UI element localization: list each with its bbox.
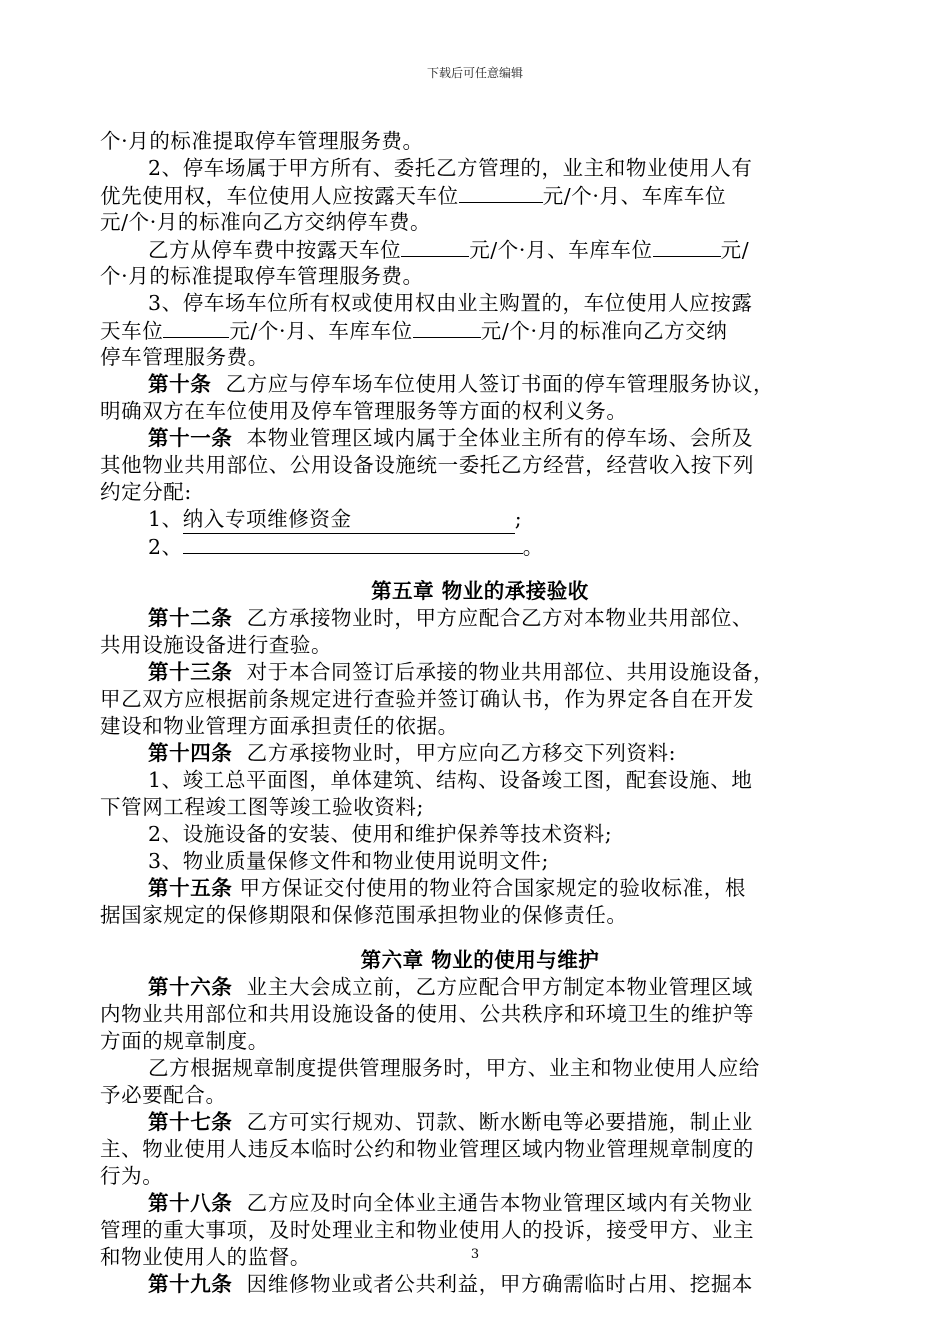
article-line: [100, 1271, 860, 1298]
paragraph-line: 乙方根据规章制度提供管理服务时，甲方、业主和物业使用人应给: [148, 1056, 760, 1080]
page-number: 3: [470, 1247, 480, 1262]
text-segment: 乙方承接物业时，甲方应配合乙方对本物业共用部位、: [232, 606, 754, 630]
list-item: 2、设施设备的安装、使用和维护保养等技术资料;: [148, 822, 613, 846]
fill-in-blank: [163, 317, 229, 338]
text-segment: 优先使用权，车位使用人应按露天车位: [100, 184, 459, 208]
fill-in-blank: [413, 317, 481, 338]
page-header: 下载后可任意编辑: [426, 66, 523, 80]
text-segment: 元/个·月、车库车位: [542, 184, 727, 208]
paragraph-line: 甲乙双方应根据前条规定进行查验并签订确认书，作为界定各自在开发: [100, 687, 755, 711]
article-line: [100, 371, 860, 398]
text-segment: 乙方应与停车场车位使用人签订书面的停车管理服务协议，: [211, 372, 775, 396]
paragraph-line: 管理的重大事项，及时处理业主和物业使用人的投诉，接受甲方、业主: [100, 1218, 755, 1242]
fill-in-blank: [183, 533, 523, 554]
paragraph-line: [100, 317, 860, 344]
text-segment: 对于本合同签订后承接的物业共用部位、共用设施设备，: [232, 660, 775, 684]
page-body: [100, 128, 860, 1298]
paragraph-line: 个·月的标准提取停车管理服务费。: [100, 129, 424, 153]
text-segment: 乙方可实行规劝、罚款、断水断电等必要措施，制止业: [232, 1110, 754, 1134]
text-segment: 乙方应及时向全体业主通告本物业管理区域内有关物业: [232, 1191, 754, 1215]
text-segment: ;: [514, 507, 523, 531]
text-segment: 业主大会成立前，乙方应配合甲方制定本物业管理区域: [232, 975, 754, 999]
list-item: [100, 533, 860, 560]
text-segment: 天车位: [100, 319, 164, 343]
article-number: 第十三条: [148, 660, 233, 684]
paragraph-line: 予必要配合。: [100, 1083, 227, 1107]
article-number: 第十八条: [148, 1191, 233, 1215]
text-segment: 。: [522, 535, 544, 559]
text-segment: 元/个·月、车库车位: [469, 238, 653, 262]
text-segment: 2、: [148, 535, 183, 559]
paragraph-line: 元/个·月的标准向乙方交纳停车费。: [100, 210, 432, 234]
paragraph-line: 约定分配:: [100, 480, 192, 504]
article-number: 第十一条: [148, 426, 233, 450]
paragraph-line: 个·月的标准提取停车管理服务费。: [100, 264, 424, 288]
article-number: 第十七条: [148, 1110, 233, 1134]
paragraph-line: 2、停车场属于甲方所有、委托乙方管理的，业主和物业使用人有: [148, 156, 753, 180]
article-line: [100, 1109, 860, 1136]
paragraph-line: 主、物业使用人违反本临时公约和物业管理区域内物业管理规章制度的: [100, 1137, 755, 1161]
text-segment: 本物业管理区域内属于全体业主所有的停车场、会所及: [232, 426, 754, 450]
article-line: [100, 425, 860, 452]
list-item: [100, 506, 860, 533]
paragraph-line: 方面的规章制度。: [100, 1029, 269, 1053]
paragraph-line: [100, 182, 860, 209]
article-line: [100, 1190, 860, 1217]
paragraph-line: 明确双方在车位使用及停车管理服务等方面的权利义务。: [100, 399, 628, 423]
article-number: 第十五条: [148, 876, 233, 900]
paragraph-line: 停车管理服务费。: [100, 345, 269, 369]
text-segment: 乙方从停车费中按露天车位: [148, 238, 402, 262]
chapter-title: 第六章 物业的使用与维护: [360, 948, 600, 972]
paragraph-line: 行为。: [100, 1164, 164, 1188]
paragraph-line: 据国家规定的保修期限和保修范围承担物业的保修责任。: [100, 903, 628, 927]
paragraph-line: 其他物业共用部位、公用设备设施统一委托乙方经营，经营收入按下列: [100, 453, 755, 477]
text-segment: 甲方保证交付使用的物业符合国家规定的验收标准，根: [232, 876, 746, 900]
paragraph-line: 和物业使用人的监督。: [100, 1245, 311, 1269]
underlined-entry: 纳入专项维修资金: [183, 506, 515, 534]
text-segment: 元/个·月的标准向乙方交纳: [480, 319, 728, 343]
paragraph-line: 建设和物业管理方面承担责任的依据。: [100, 714, 459, 738]
list-item: 3、物业质量保修文件和物业使用说明文件;: [148, 849, 549, 873]
text-segment: 因维修物业或者公共利益，甲方确需临时占用、挖掘本: [232, 1272, 754, 1296]
list-item: 1、竣工总平面图，单体建筑、结构、设备竣工图，配套设施、地: [148, 768, 753, 792]
paragraph-line: 下管网工程竣工图等竣工验收资料;: [100, 795, 425, 819]
paragraph-line: 3、停车场车位所有权或使用权由业主购置的，车位使用人应按露: [148, 291, 753, 315]
article-line: [100, 605, 860, 632]
article-number: 第十六条: [148, 975, 233, 999]
text-segment: 元/个·月、车库车位: [229, 319, 413, 343]
fill-in-blank: [401, 236, 469, 257]
text-segment: 乙方承接物业时，甲方应向乙方移交下列资料:: [232, 741, 677, 765]
article-line: [100, 740, 860, 767]
text-segment: 元/: [720, 238, 750, 262]
article-number: 第十四条: [148, 741, 233, 765]
article-number: 第十九条: [148, 1272, 233, 1296]
article-number: 第十二条: [148, 606, 233, 630]
fill-in-blank: [459, 182, 543, 203]
article-line: [100, 659, 860, 686]
article-line: [100, 875, 860, 902]
fill-in-blank: [653, 236, 721, 257]
paragraph-line: 共用设施设备进行查验。: [100, 633, 333, 657]
text-segment: 1、: [148, 507, 183, 531]
article-line: [100, 974, 860, 1001]
paragraph-line: 内物业共用部位和共用设施设备的使用、公共秩序和环境卫生的维护等: [100, 1002, 755, 1026]
chapter-title: 第五章 物业的承接验收: [371, 579, 589, 603]
paragraph-line: [100, 236, 860, 263]
article-number: 第十条: [148, 372, 212, 396]
